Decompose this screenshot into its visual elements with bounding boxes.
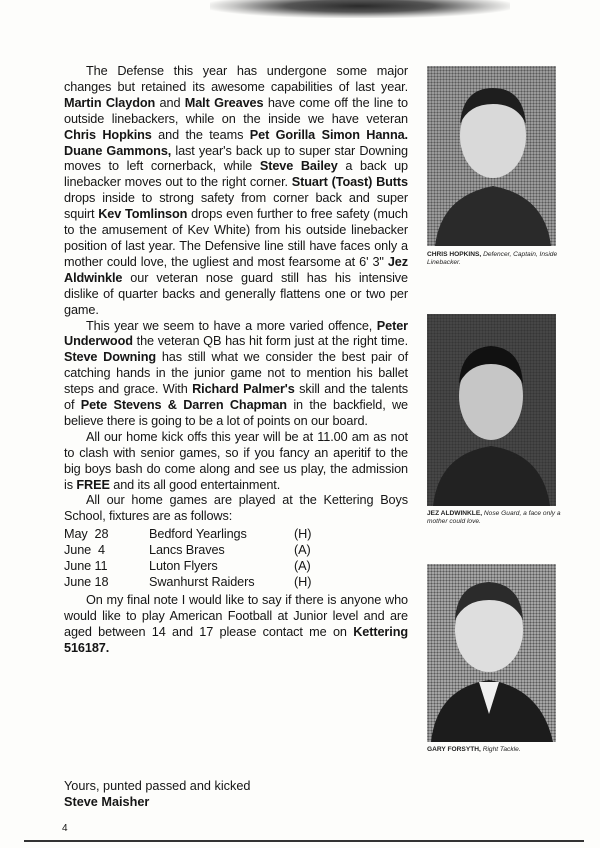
text-run: All our home games are played at the Kettering Boys School, fixtures are as follows: (64, 493, 408, 524)
caption-name: JEZ ALDWINKLE, (427, 510, 483, 517)
emphasized-name: Stuart (Toast) Butts (291, 175, 408, 190)
text-run: This year we seem to have a more varied offence, (86, 318, 377, 333)
signoff (64, 778, 250, 810)
fixture-team: Swanhurst Raiders (149, 574, 255, 589)
text-run: our veteran nose guard still has his intensive dislike of quarter backs and generally flattens one or two per game. (64, 270, 408, 317)
text-run: All our home kick offs this year will be at 11.00 am as not to clash with senior games, so if you fancy an aperitif to the big boys bash do come along and see us play, the admission is (64, 429, 408, 492)
emphasized-name: Richard Palmer's (192, 382, 295, 397)
fixture-date: June 11 (64, 559, 108, 574)
photo-chris-hopkins (427, 66, 556, 246)
text-run: skill and the talents of (64, 382, 408, 413)
signoff-line: Yours, punted passed and kicked (64, 779, 251, 793)
caption-jez-aldwinkle (427, 510, 567, 526)
fixture-team: Bedford Yearlings (149, 527, 247, 542)
caption-name: CHRIS HOPKINS, (427, 251, 482, 258)
paragraph-closing (64, 593, 408, 657)
text-run: have come off the line to outside linebackers, while on the inside we have veteran (64, 95, 408, 126)
page-number: 4 (62, 823, 68, 834)
caption-chris-hopkins (427, 251, 567, 267)
text-run: has still what we consider the best pair of catching hands in the junior game not to mention his ballet steps and grace. With (64, 350, 408, 397)
fixture-row (64, 527, 408, 543)
caption-gary-forsyth (427, 746, 567, 754)
scan-smudge (210, 0, 510, 18)
text-run: drops inside to strong safety from corner back and super squirt (64, 191, 408, 222)
fixture-date: May 28 (64, 527, 109, 542)
emphasized-name: Kev Tomlinson (98, 207, 188, 222)
text-run: the veteran QB has hit form just at the right time. (132, 334, 408, 349)
bottom-rule (24, 840, 584, 842)
text-run: and its all good entertainment. (109, 477, 281, 492)
fixture-team: Lancs Braves (149, 543, 225, 558)
fixture-date: June 18 (64, 574, 109, 589)
emphasized-name: Pet Gorilla Simon Hanna. (249, 127, 408, 142)
caption-desc: Nose Guard, a face only a mother could love. (427, 510, 561, 525)
emphasized-name: Steve Bailey (259, 159, 338, 174)
article-body (64, 64, 408, 656)
fixtures-list (64, 527, 408, 591)
emphasized-name: Kettering 516187. (64, 624, 408, 655)
portrait-silhouette (427, 66, 556, 246)
emphasized-name: Jez Aldwinkle (64, 254, 408, 285)
fixture-row (64, 559, 408, 575)
fixture-venue: (H) (294, 574, 312, 589)
text-run: On my final note I would like to say if there is anyone who would like to play American Football at Junior level and are aged between 14 and 17 please contact me on (64, 592, 408, 639)
photo-jez-aldwinkle (427, 314, 556, 506)
text-run: and the teams (151, 127, 250, 142)
emphasized-name: Chris Hopkins (64, 127, 152, 142)
text-run: in the backfield, we believe there is going to be a lot of points on our board. (64, 398, 408, 428)
emphasized-name: Pete Stevens & Darren Chapman (80, 398, 287, 413)
paragraph-kickoffs (64, 430, 408, 494)
text-run: The Defense this year has undergone some major changes but retained its awesome capabilities of last year. (64, 64, 408, 94)
text-run: a back up linebacker moves out to the right corner. (64, 159, 408, 190)
fixture-date: June 4 (64, 543, 105, 558)
fixture-venue: (A) (294, 543, 311, 558)
portrait-silhouette (427, 564, 556, 742)
paragraph-defense (64, 64, 408, 319)
caption-desc: Right Tackle. (482, 746, 521, 753)
text-run: and (155, 95, 185, 110)
caption-name: GARY FORSYTH, (427, 746, 481, 753)
text-run: last year's back up to super star Downing moves to left cornerback, while (64, 143, 408, 174)
text-run: drops even further to free safety (much to the amusement of Kev White) from his outside linebacker position of last year. The Defensive line still have faces only a mother could love, the ugliest and most fearsome at 6' 3" (64, 207, 408, 269)
emphasized-name: Steve Downing (64, 350, 157, 365)
fixture-venue: (A) (294, 559, 311, 574)
fixture-row (64, 543, 408, 559)
caption-desc: Defencer, Captain, Inside Linebacker. (427, 251, 558, 266)
signoff-name: Steve Maisher (64, 795, 150, 809)
paragraph-offence (64, 319, 408, 430)
photo-gary-forsyth (427, 564, 556, 742)
emphasized-name: Peter Underwood (64, 318, 408, 349)
paragraph-fixtures-intro (64, 493, 408, 525)
emphasized-name: Duane Gammons, (64, 143, 172, 158)
portrait-silhouette (427, 314, 556, 506)
emphasized-name: Malt Greaves (184, 95, 264, 110)
emphasized-name: FREE (76, 477, 110, 492)
fixture-team: Luton Flyers (149, 559, 218, 574)
emphasized-name: Martin Claydon (64, 95, 156, 110)
fixture-venue: (H) (294, 527, 312, 542)
fixture-row (64, 575, 408, 591)
